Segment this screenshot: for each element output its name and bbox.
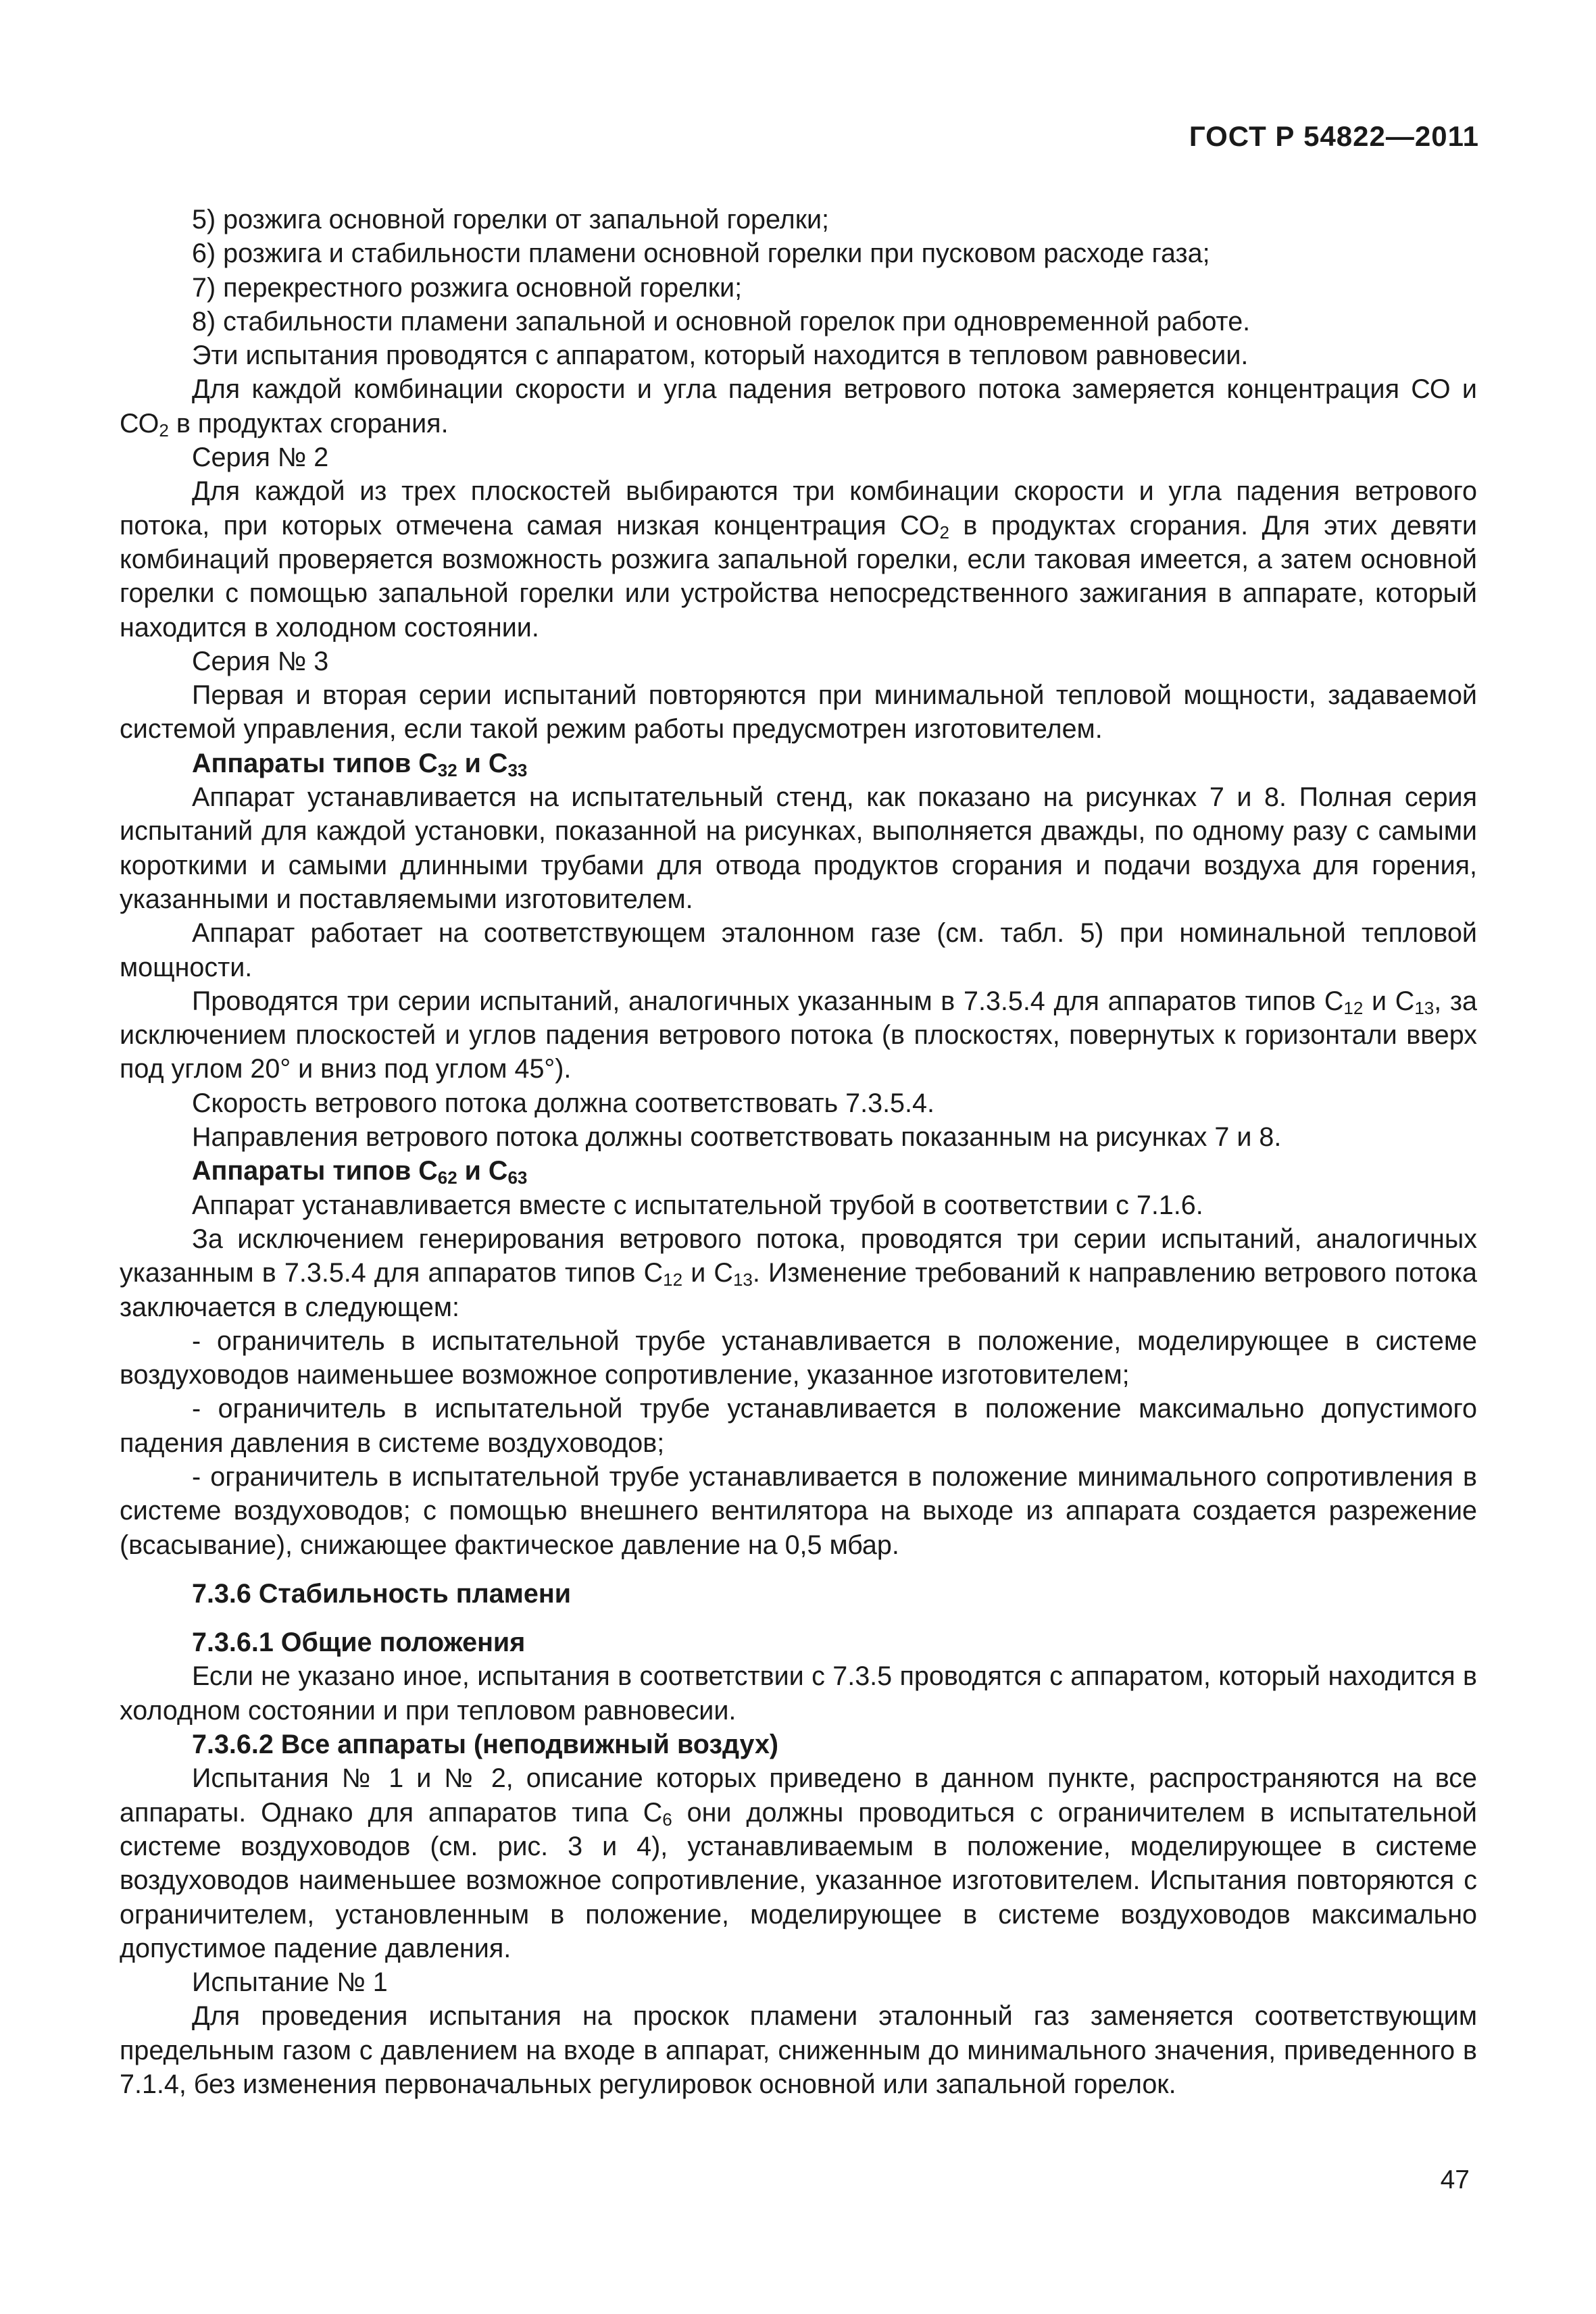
text-run: и С [457,748,508,778]
paragraph: Эти испытания проводятся с аппаратом, который находится в тепловом равновесии. [192,341,1249,371]
subscript: 13 [1414,997,1435,1018]
subscript: 2 [939,522,949,543]
list-item: - ограничитель в испытательной трубе устанавливается в положение, моделирующее в системе воздуховодов наименьшее возможное сопротивление, указанное изготовителем; [120,1326,1477,1390]
text-run: Проводятся три серии испытаний, аналогичных указанным в 7.3.5.4 для аппаратов типов С [192,986,1344,1016]
subscript: 33 [507,759,528,780]
paragraph: Аппарат работает на соответствующем эталонном газе (см. табл. 5) при номинальной тепловой мощности. [120,918,1477,982]
paragraph: 7) перекрестного розжига основной горелки; [192,272,743,303]
text-run: Аппараты типов С [192,748,438,778]
test-label: Испытание № 1 [192,1967,388,1998]
text-run: За исключением генерирования ветрового потока, проводятся три серии испытаний, аналогичных указанным в 7.3.5.4 для аппаратов типов С [120,1224,1477,1288]
subscript: 32 [437,759,457,780]
page-number: 47 [1440,2165,1470,2194]
paragraph: 8) стабильности пламени запальной и основной горелок при одновременной работе. [192,306,1251,336]
paragraph: Направления ветрового потока должны соответствовать показанным на рисунках 7 и 8. [192,1122,1282,1153]
text-run: Для каждой комбинации скорости и угла падения ветрового потока замеряется концентрация СО и СО [120,374,1477,438]
paragraph [120,1761,1477,1965]
list-item: - ограничитель в испытательной трубе устанавливается в положение максимально допустимого падения давления в системе воздуховодов; [120,1394,1477,1458]
subsection-heading: 7.3.6.2 Все аппараты (неподвижный воздух) [192,1730,779,1760]
text-run: в продуктах сгорания. [168,408,449,438]
subscript: 62 [437,1167,457,1188]
paragraph: Для проведения испытания на проскок пламени эталонный газ заменяется соответствующим предельным газом с давлением на входе в аппарат, сниженным до минимального значения, приведенного в 7.1.4, без изменения первоначальных регулировок основной или запальной горелок. [120,2001,1477,2100]
paragraph [120,1222,1477,1324]
text-run: в продуктах сгорания. Для этих девяти комбинаций проверяется возможность розжига запальной горелки, если таковая имеется, а затем основной горелки с помощью запальной горелки или устройства непосредственного зажигания в аппарате, который находится в холодном состоянии. [120,510,1477,643]
paragraph: 5) розжига основной горелки от запальной горелки; [192,205,830,234]
text-run: они должны проводиться с ограничителем в испытательной системе воздуховодов (см. рис. 3 и 4), устанавливаемым в положение, моделирующее в системе воздуховодов наименьшее возможное сопротивление, указанное изготовителем. Испытания повторяются с ограничителем, установленным в положение, моделирующее в системе воздуховодов максимально допустимое падение давления. [120,1797,1478,1963]
subscript: 63 [507,1167,528,1188]
subsection-heading: 7.3.6.1 Общие положения [192,1628,526,1658]
section-heading: 7.3.6 Стабильность пламени [192,1578,572,1609]
text-run: Для каждой из трех плоскостей выбираются три комбинации скорости и угла падения ветрового потока, при которых отмечена самая низкая концентрация СО [120,476,1477,540]
list-item: - ограничитель в испытательной трубе устанавливается в положение минимального сопротивления в системе воздуховодов; с помощью внешнего вентилятора на выходе из аппарата создается разрежение (всасывание), снижающее фактическое давление на 0,5 мбар. [120,1461,1477,1560]
text-run: . Изменение требований к направлению ветрового потока заключается в следующем: [120,1258,1478,1322]
series-label: Серия № 3 [192,646,329,676]
text-run: Испытания № 1 и № 2, описание которых приведено в данном пункте, распространяются на все аппараты. Однако для аппаратов типа С [120,1763,1477,1828]
series-label: Серия № 2 [192,443,329,473]
subscript: 12 [663,1269,683,1290]
subscript: 6 [662,1809,672,1830]
subscript: 2 [159,420,169,441]
paragraph: Аппарат устанавливается на испытательный стенд, как показано на рисунках 7 и 8. Полная серия испытаний для каждой установки, показанной на рисунках, выполняется дважды, по одному разу с самыми короткими и самыми длинными трубами для отвода продуктов сгорания и подачи воздуха для горения, указанными и поставляемыми изготовителем. [120,782,1477,914]
paragraph: Если не указано иное, испытания в соответствии с 7.3.5 проводятся с аппаратом, который находится в холодном состоянии и при тепловом равновесии. [120,1661,1477,1726]
paragraph: Первая и вторая серии испытаний повторяются при минимальной тепловой мощности, задаваемой системой управления, если такой режим работы предусмотрен изготовителем. [120,680,1477,745]
paragraph: Скорость ветрового потока должна соответствовать 7.3.5.4. [192,1088,934,1118]
subheading [120,1154,1477,1188]
standard-header: ГОСТ Р 54822—2011 [1189,120,1479,152]
subscript: 12 [1343,997,1364,1018]
paragraph: 6) розжига и стабильности пламени основной горелки при пусковом расходе газа; [192,238,1210,269]
text-run: и С [682,1258,733,1288]
text-run: , за исключением плоскостей и углов падения ветрового потока (в плоскостях, повернутых к горизонтали вверх под углом 20° и вниз под углом 45°). [120,986,1477,1084]
document-body [120,203,1477,2101]
text-run: и С [457,1156,508,1186]
paragraph [120,372,1477,441]
paragraph [120,984,1477,1086]
paragraph: Аппарат устанавливается вместе с испытательной трубой в соответствии с 7.1.6. [192,1190,1203,1220]
text-run: и С [1363,986,1415,1016]
text-run: Аппараты типов С [192,1156,438,1186]
subheading [120,747,1477,780]
subscript: 13 [732,1269,753,1290]
paragraph [120,474,1477,644]
